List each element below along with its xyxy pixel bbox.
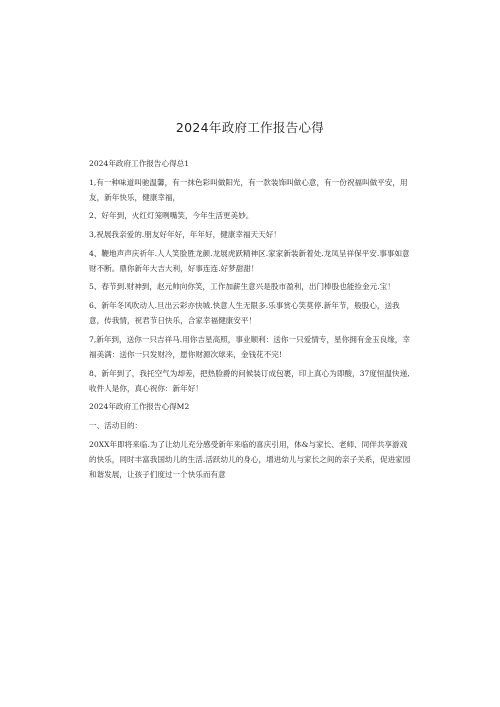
section-heading: 一、活动目的： — [89, 420, 143, 430]
paragraph-heading-1: 2024年政府工作报告心得总1 — [89, 159, 190, 168]
paragraph: 2、好年到，火红灯笼咧嘴笑，今年生活更美妙。 — [89, 211, 254, 221]
paragraph: 8、新年到了，我托空气为却差，把热脸爵的问候装订成包裹，印上真心为即酸，37度恒温快递,收件人是你，真心祝你：新年好！ — [89, 368, 410, 393]
paragraph: 20XX年即将来临.为了让幼儿充分感受新年来临的喜庆引用，体&与家长、老师、同伴共享游戏的快乐，同时丰富我国幼儿的生活.活跃幼儿的身心，增进幼儿与家长之间的亲子关系，促进家园和谐发展，让孩子们度过一个快乐而有意 — [89, 439, 411, 479]
paragraph: 3,祝展我亲爱的.朋友好年好，年年好，健康幸福天天好！ — [89, 229, 281, 239]
paragraph: 5、春节到.财神到，赵元帅向你笑，工作加薪生意兴是股市盈利，出门棒股也能捡金元.宝！ — [89, 282, 395, 292]
paragraph-heading-2: 2024年政府工作报告心得M2 — [89, 402, 190, 412]
paragraph: 4、鞭地声声庆祈年.人人笑脸胜龙颜.龙展虎跃精神区.家家新装新着处.龙凤呈祥保平安.事事如意财不断。鼎你新年大吉大利，好事连连.好梦甜甜！ — [89, 248, 410, 273]
paragraph: 1,有一种味道叫驰温馨，有一抹色彩叫做阳光，有一款装饰叫做心意，有一份祝福叫做平安，用友，新年快乐，健康幸福， — [89, 177, 408, 202]
paragraph: 6、新年冬风吹动人.旦出云彩亦快城.快意人生无限多.乐事赏心笑莫停.新年节，般股心，送我意，传我情，祝君节日快乐，合家幸福健康安平！ — [89, 300, 400, 326]
paragraph: 7,新年到，送你一只吉祥马.用你吉星高照，事业顺利：送你一只爱情专，星你拥有金玉良缘，幸福美满：送你一只发财冷，愿你财源次球来，金钱花不完! — [89, 334, 410, 359]
document-title: 2024年政府工作报告心得 — [175, 120, 325, 135]
document-body — [89, 156, 411, 486]
